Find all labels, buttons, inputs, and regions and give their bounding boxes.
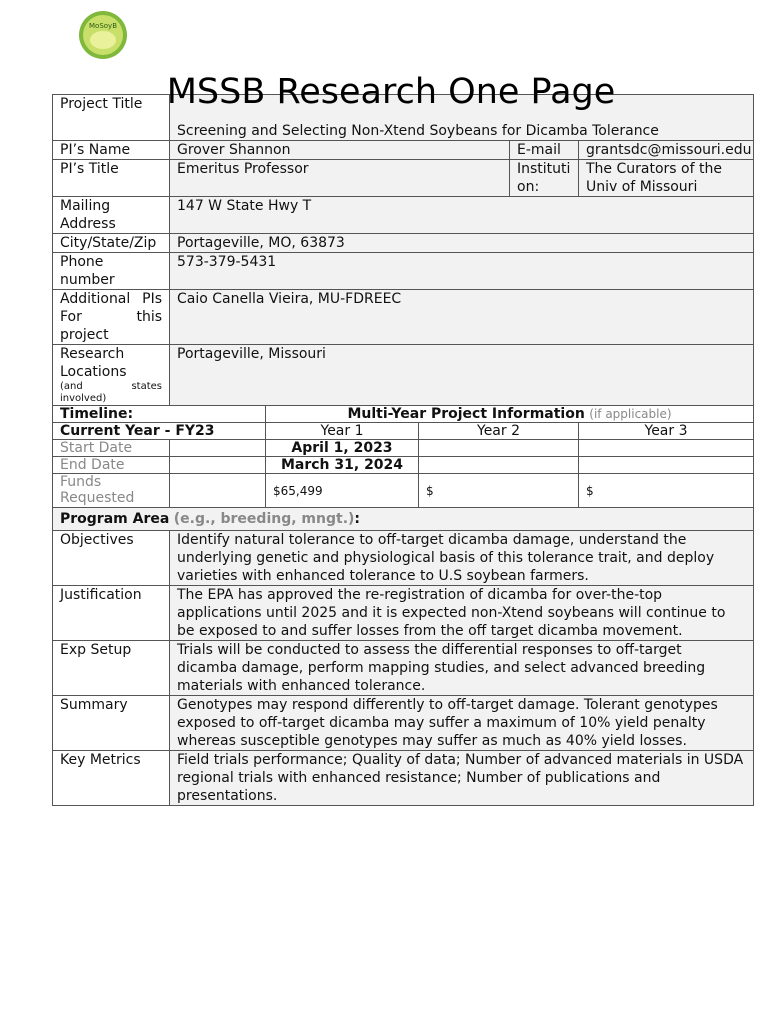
svg-text:MoSoyB: MoSoyB: [89, 22, 117, 30]
funds-year-1: $65,499: [266, 474, 419, 508]
institution-label: Institution:: [510, 160, 579, 197]
locations-value: Portageville, Missouri: [170, 345, 754, 406]
start-date-year-3: [579, 440, 754, 457]
start-date-label: Start Date: [53, 440, 170, 457]
pi-name-value: Grover Shannon: [170, 141, 510, 160]
pi-title-label: PI’s Title: [53, 160, 170, 197]
key-metrics-text: Field trials performance; Quality of data; Number of advanced materials in USDA regional trials with enhanced resistance; Number of publications and presentations.: [170, 751, 754, 806]
funds-year-3: $: [579, 474, 754, 508]
city-value: Portageville, MO, 63873: [170, 234, 754, 253]
page-title: MSSB Research One Page: [166, 72, 616, 112]
additional-pis-value: Caio Canella Vieira, MU-FDREEC: [170, 290, 754, 345]
year-3-header: Year 3: [579, 423, 754, 440]
locations-label: Research Locations (and states involved): [53, 345, 170, 406]
justification-text: The EPA has approved the re-registration of dicamba for over-the-top applications until 2025 and it is expected non-Xtend soybeans will continue to be exposed to and suffer losses from the off target dicamba movement.: [170, 586, 754, 641]
mosoyb-logo: [78, 10, 128, 60]
info-table: [52, 94, 754, 806]
email-value: grantsdc@missouri.edu: [579, 141, 754, 160]
end-date-year-2: [419, 457, 579, 474]
research-form: [52, 94, 753, 806]
start-date-year-1: April 1, 2023: [266, 440, 419, 457]
current-year: Current Year - FY23: [53, 423, 266, 440]
key-metrics-label: Key Metrics: [53, 751, 170, 806]
funds-label: Funds Requested: [53, 474, 170, 508]
pi-name-label: PI’s Name: [53, 141, 170, 160]
objectives-text: Identify natural tolerance to off-target dicamba damage, understand the underlying genetic and physiological basis of this tolerance trait, and deploy varieties with enhanced tolerance to U.S soybean farmers.: [170, 531, 754, 586]
objectives-label: Objectives: [53, 531, 170, 586]
phone-label: Phone number: [53, 253, 170, 290]
start-date-year-2: [419, 440, 579, 457]
exp-setup-text: Trials will be conducted to assess the differential responses to off-target dicamba damage, perform mapping studies, and select advanced breeding materials with enhanced tolerance.: [170, 641, 754, 696]
end-date-label: End Date: [53, 457, 170, 474]
mailing-label: Mailing Address: [53, 197, 170, 234]
justification-label: Justification: [53, 586, 170, 641]
funds-current: [170, 474, 266, 508]
start-date-current: [170, 440, 266, 457]
funds-year-2: $: [419, 474, 579, 508]
end-date-current: [170, 457, 266, 474]
multi-year-heading: Multi-Year Project Information (if applicable): [266, 406, 754, 423]
additional-pis-label: Additional PIs For this project: [53, 290, 170, 345]
locations-sublabel: (and states involved): [60, 381, 162, 404]
summary-text: Genotypes may respond differently to off-target damage. Tolerant genotypes exposed to off-target dicamba may suffer a maximum of 10% yield penalty whereas susceptible genotypes may suffer as much as 40% yield losses.: [170, 696, 754, 751]
exp-setup-label: Exp Setup: [53, 641, 170, 696]
timeline-label: Timeline:: [53, 406, 266, 423]
project-title-value: Screening and Selecting Non-Xtend Soybeans for Dicamba Tolerance: [170, 95, 754, 141]
city-label: City/State/Zip: [53, 234, 170, 253]
email-label: E-mail: [510, 141, 579, 160]
year-2-header: Year 2: [419, 423, 579, 440]
mailing-value: 147 W State Hwy T: [170, 197, 754, 234]
pi-title-value: Emeritus Professor: [170, 160, 510, 197]
year-1-header: Year 1: [266, 423, 419, 440]
institution-value: The Curators of the Univ of Missouri: [579, 160, 754, 197]
end-date-year-1: March 31, 2024: [266, 457, 419, 474]
project-title-label: Project Title: [53, 95, 170, 141]
end-date-year-3: [579, 457, 754, 474]
program-area: Program Area (e.g., breeding, mngt.):: [53, 508, 754, 531]
summary-label: Summary: [53, 696, 170, 751]
phone-value: 573-379-5431: [170, 253, 754, 290]
